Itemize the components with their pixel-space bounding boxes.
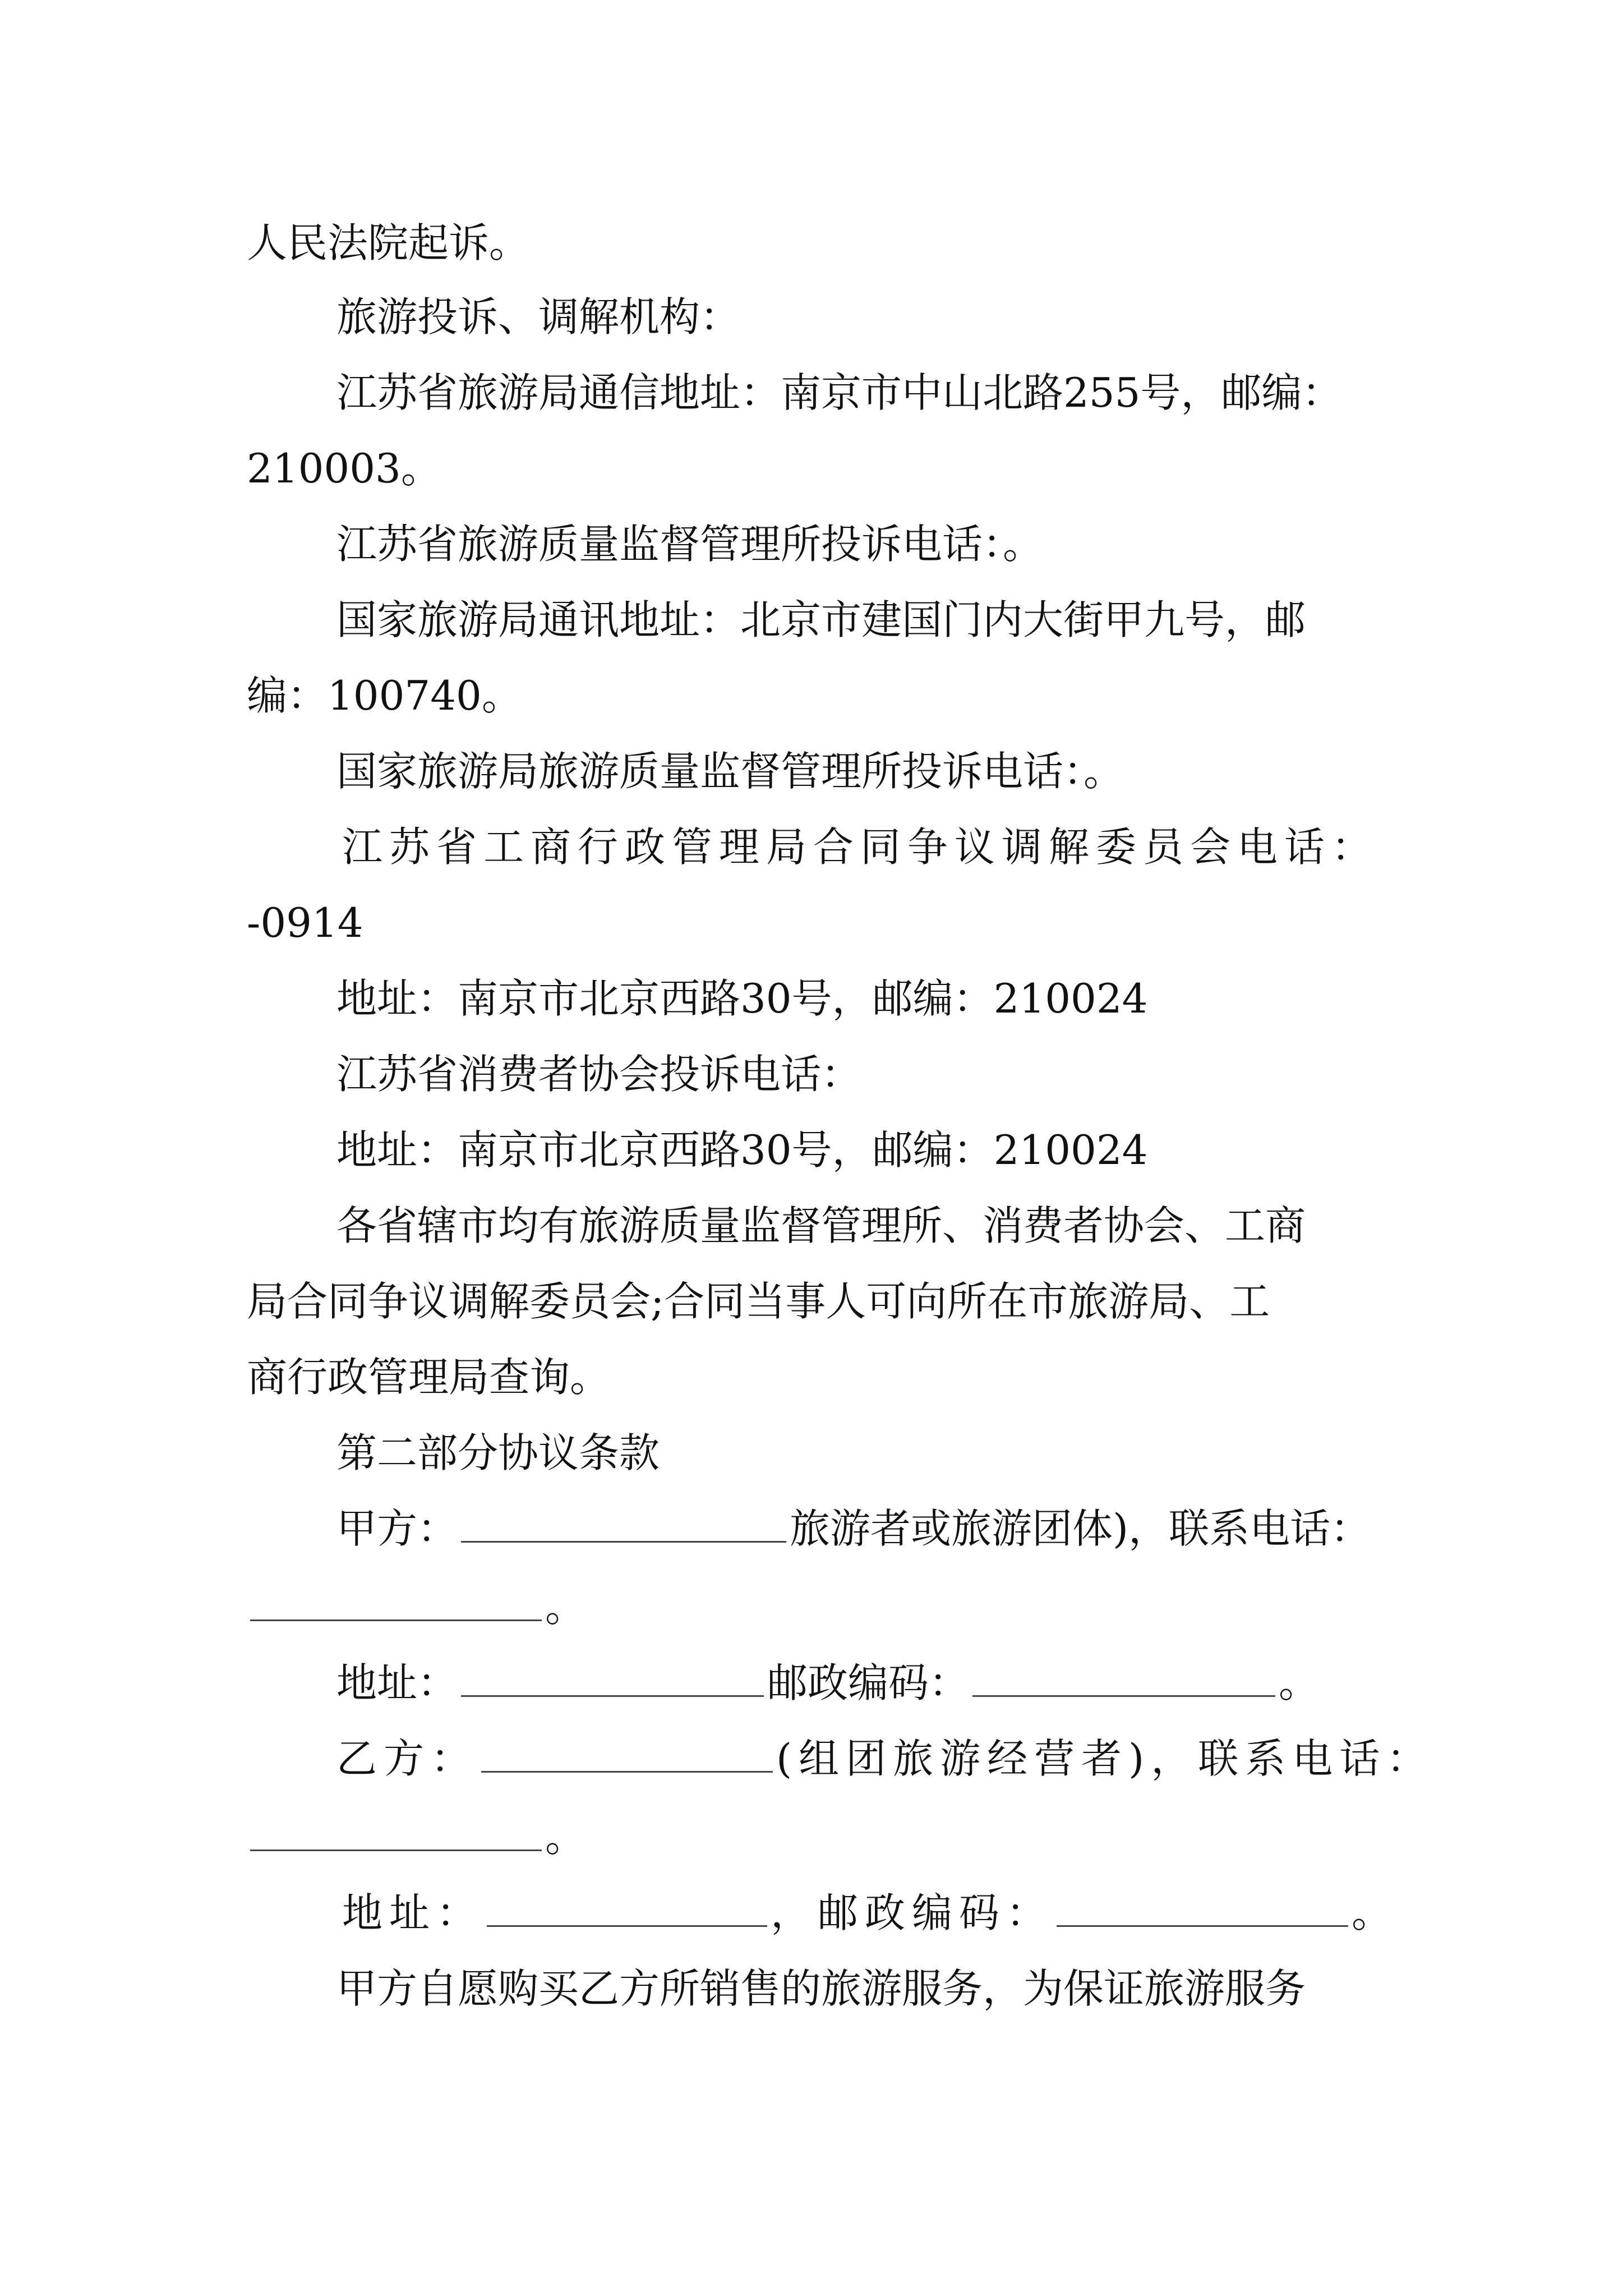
party-b-suffix: (组团旅游经营者)，联系电话： <box>776 1735 1434 1782</box>
text-line: 江苏省工商行政管理局合同争议调解委员会电话： <box>342 823 1379 871</box>
party-a-label: 甲方： <box>336 1505 458 1552</box>
text-line: 甲方自愿购买乙方所销售的旅游服务，为保证旅游服务 <box>336 1965 1306 2012</box>
address-a-line: 地址： 邮政编码： 。 <box>336 1646 1319 1719</box>
text-line: 编：100740。 <box>247 672 522 719</box>
party-b-name-blank[interactable] <box>481 1740 773 1773</box>
text-line: 各省辖市均有旅游质量监督管理所、消费者协会、工商 <box>336 1202 1306 1249</box>
party-a-suffix: 旅游者或旅游团体)，联系电话： <box>790 1505 1371 1552</box>
party-a-line <box>336 1492 1371 1565</box>
text-line: 国家旅游局通讯地址：北京市建国门内大街甲九号，邮 <box>336 596 1306 643</box>
address-b-blank[interactable] <box>487 1894 767 1927</box>
address-b-line: 地址： ，邮政编码： 。 <box>342 1876 1399 1949</box>
text-line: 商行政管理局查询。 <box>247 1354 611 1401</box>
text-line: 江苏省旅游局通信地址：南京市中山北路255号，邮编： <box>336 369 1343 416</box>
text-line: -0914 <box>247 899 363 946</box>
party-b-label: 乙方： <box>336 1735 478 1782</box>
text-line: 地址：南京市北京西路30号，邮编：210024 <box>336 1126 1148 1174</box>
party-a-phone-line: 。 <box>247 1571 585 1644</box>
address-b-label: 地址： <box>342 1889 484 1936</box>
text-line: 旅游投诉、调解机构： <box>336 293 741 341</box>
text-line: 江苏省旅游质量监督管理所投诉电话：。 <box>336 521 1044 568</box>
address-a-label: 地址： <box>336 1659 458 1706</box>
postal-a-blank[interactable] <box>972 1664 1275 1697</box>
party-a-name-blank[interactable] <box>461 1510 786 1543</box>
text-line: 局合同争议调解委员会;合同当事人可向所在市旅游局、工 <box>247 1278 1270 1325</box>
section-heading: 第二部分协议条款 <box>336 1429 660 1476</box>
text-line: 210003。 <box>247 445 441 492</box>
text-line: 人民法院起诉。 <box>247 219 530 266</box>
party-b-phone-blank[interactable] <box>250 1818 542 1851</box>
postal-a-label: 邮政编码： <box>767 1659 970 1706</box>
party-a-phone-blank[interactable] <box>250 1588 542 1621</box>
text-line: 地址：南京市北京西路30号，邮编：210024 <box>336 975 1148 1022</box>
party-b-line <box>336 1722 1433 1795</box>
party-b-phone-line: 。 <box>247 1801 585 1874</box>
text-line: 国家旅游局旅游质量监督管理所投诉电话：。 <box>336 748 1124 795</box>
address-a-blank[interactable] <box>461 1664 764 1697</box>
text-line: 江苏省消费者协会投诉电话： <box>336 1051 862 1098</box>
postal-b-label: ，邮政编码： <box>771 1889 1054 1936</box>
postal-b-blank[interactable] <box>1057 1894 1348 1927</box>
